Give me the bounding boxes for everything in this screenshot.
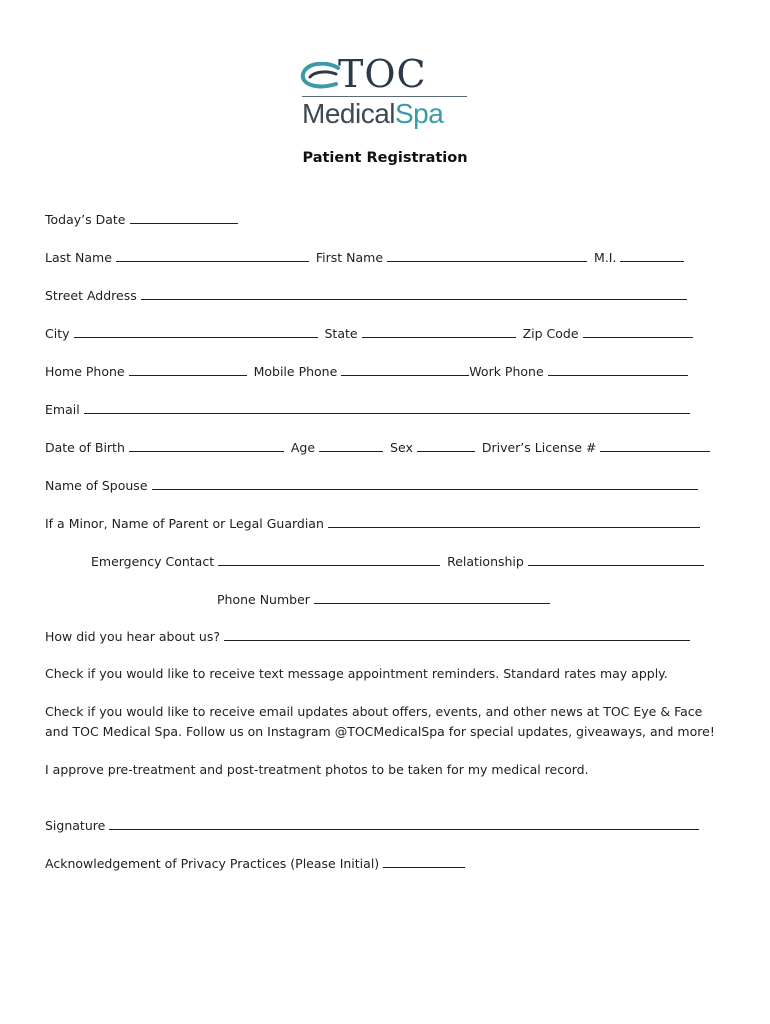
logo-subtitle-medical: Medical bbox=[302, 98, 395, 129]
form-title: Patient Registration bbox=[302, 150, 468, 166]
guardian-label: If a Minor, Name of Parent or Legal Guardian bbox=[45, 516, 324, 531]
row-todays-date bbox=[45, 210, 241, 229]
last-name-field[interactable] bbox=[116, 248, 309, 262]
privacy-ack-initial-field[interactable] bbox=[383, 854, 465, 868]
logo-subtitle-spa: Spa bbox=[394, 98, 444, 129]
mobile-phone-label: Mobile Phone bbox=[253, 364, 338, 379]
signature-label: Signature bbox=[45, 818, 106, 833]
row-emergency-contact bbox=[91, 552, 707, 571]
city-field[interactable] bbox=[74, 324, 318, 338]
privacy-ack-label: Acknowledgement of Privacy Practices (Please Initial) bbox=[45, 856, 380, 871]
photo-consent-option bbox=[45, 760, 725, 780]
hear-about-field[interactable] bbox=[224, 627, 690, 641]
email-field[interactable] bbox=[84, 400, 690, 414]
phone-number-field[interactable] bbox=[314, 590, 550, 604]
logo-divider bbox=[302, 96, 467, 97]
drivers-license-field[interactable] bbox=[600, 438, 710, 452]
logo-subtitle bbox=[302, 98, 443, 130]
signature-field[interactable] bbox=[109, 816, 699, 830]
row-emergency-phone bbox=[217, 590, 553, 609]
zip-field[interactable] bbox=[583, 324, 693, 338]
first-name-field[interactable] bbox=[387, 248, 587, 262]
row-city-state-zip bbox=[45, 324, 696, 343]
street-address-label: Street Address bbox=[45, 288, 137, 303]
email-label: Email bbox=[45, 402, 80, 417]
sex-field[interactable] bbox=[417, 438, 475, 452]
work-phone-field[interactable] bbox=[548, 362, 688, 376]
logo-brand-text: TOC bbox=[338, 52, 427, 96]
todays-date-label: Today’s Date bbox=[45, 212, 126, 227]
row-email bbox=[45, 400, 693, 419]
work-phone-label: Work Phone bbox=[469, 364, 544, 379]
row-name bbox=[45, 248, 687, 267]
row-privacy-ack bbox=[45, 854, 468, 873]
city-label: City bbox=[45, 326, 70, 341]
row-street-address bbox=[45, 286, 690, 305]
emergency-contact-field[interactable] bbox=[218, 552, 440, 566]
age-field[interactable] bbox=[319, 438, 383, 452]
drivers-license-label: Driver’s License # bbox=[481, 440, 597, 455]
photo-consent-label: I approve pre-treatment and post-treatment photos to be taken for my medical record. bbox=[45, 762, 589, 777]
sex-label: Sex bbox=[390, 440, 413, 455]
hear-about-label: How did you hear about us? bbox=[45, 629, 220, 644]
age-label: Age bbox=[290, 440, 316, 455]
row-signature bbox=[45, 816, 702, 835]
email-updates-label: Check if you would like to receive email updates about offers, events, and other news at TOC Eye & Face and TOC Medical Spa. Follow us on Instagram @TOCMedicalSpa for special updates, giveaways, and more! bbox=[45, 704, 715, 739]
todays-date-field[interactable] bbox=[130, 210, 238, 224]
relationship-field[interactable] bbox=[528, 552, 704, 566]
dob-field[interactable] bbox=[129, 438, 284, 452]
zip-label: Zip Code bbox=[522, 326, 579, 341]
email-updates-option bbox=[45, 702, 725, 742]
emergency-contact-label: Emergency Contact bbox=[91, 554, 215, 569]
logo-swoosh-icon bbox=[300, 62, 340, 92]
text-reminders-option bbox=[45, 664, 725, 684]
dob-label: Date of Birth bbox=[45, 440, 125, 455]
row-dob-age-sex-license bbox=[45, 438, 713, 457]
state-field[interactable] bbox=[362, 324, 516, 338]
mi-label: M.I. bbox=[594, 250, 617, 265]
row-spouse bbox=[45, 476, 701, 495]
phone-number-label: Phone Number bbox=[217, 592, 310, 607]
home-phone-field[interactable] bbox=[129, 362, 247, 376]
row-phones bbox=[45, 362, 691, 381]
relationship-label: Relationship bbox=[447, 554, 524, 569]
guardian-field[interactable] bbox=[328, 514, 700, 528]
home-phone-label: Home Phone bbox=[45, 364, 125, 379]
street-address-field[interactable] bbox=[141, 286, 687, 300]
mi-field[interactable] bbox=[620, 248, 684, 262]
mobile-phone-field[interactable] bbox=[341, 362, 469, 376]
spouse-label: Name of Spouse bbox=[45, 478, 148, 493]
spouse-field[interactable] bbox=[152, 476, 698, 490]
row-hear-about bbox=[45, 627, 693, 646]
state-label: State bbox=[324, 326, 358, 341]
toc-medical-spa-logo bbox=[300, 52, 472, 132]
row-guardian bbox=[45, 514, 703, 533]
first-name-label: First Name bbox=[315, 250, 384, 265]
text-reminders-label: Check if you would like to receive text message appointment reminders. Standard rates may apply. bbox=[45, 666, 668, 681]
last-name-label: Last Name bbox=[45, 250, 112, 265]
